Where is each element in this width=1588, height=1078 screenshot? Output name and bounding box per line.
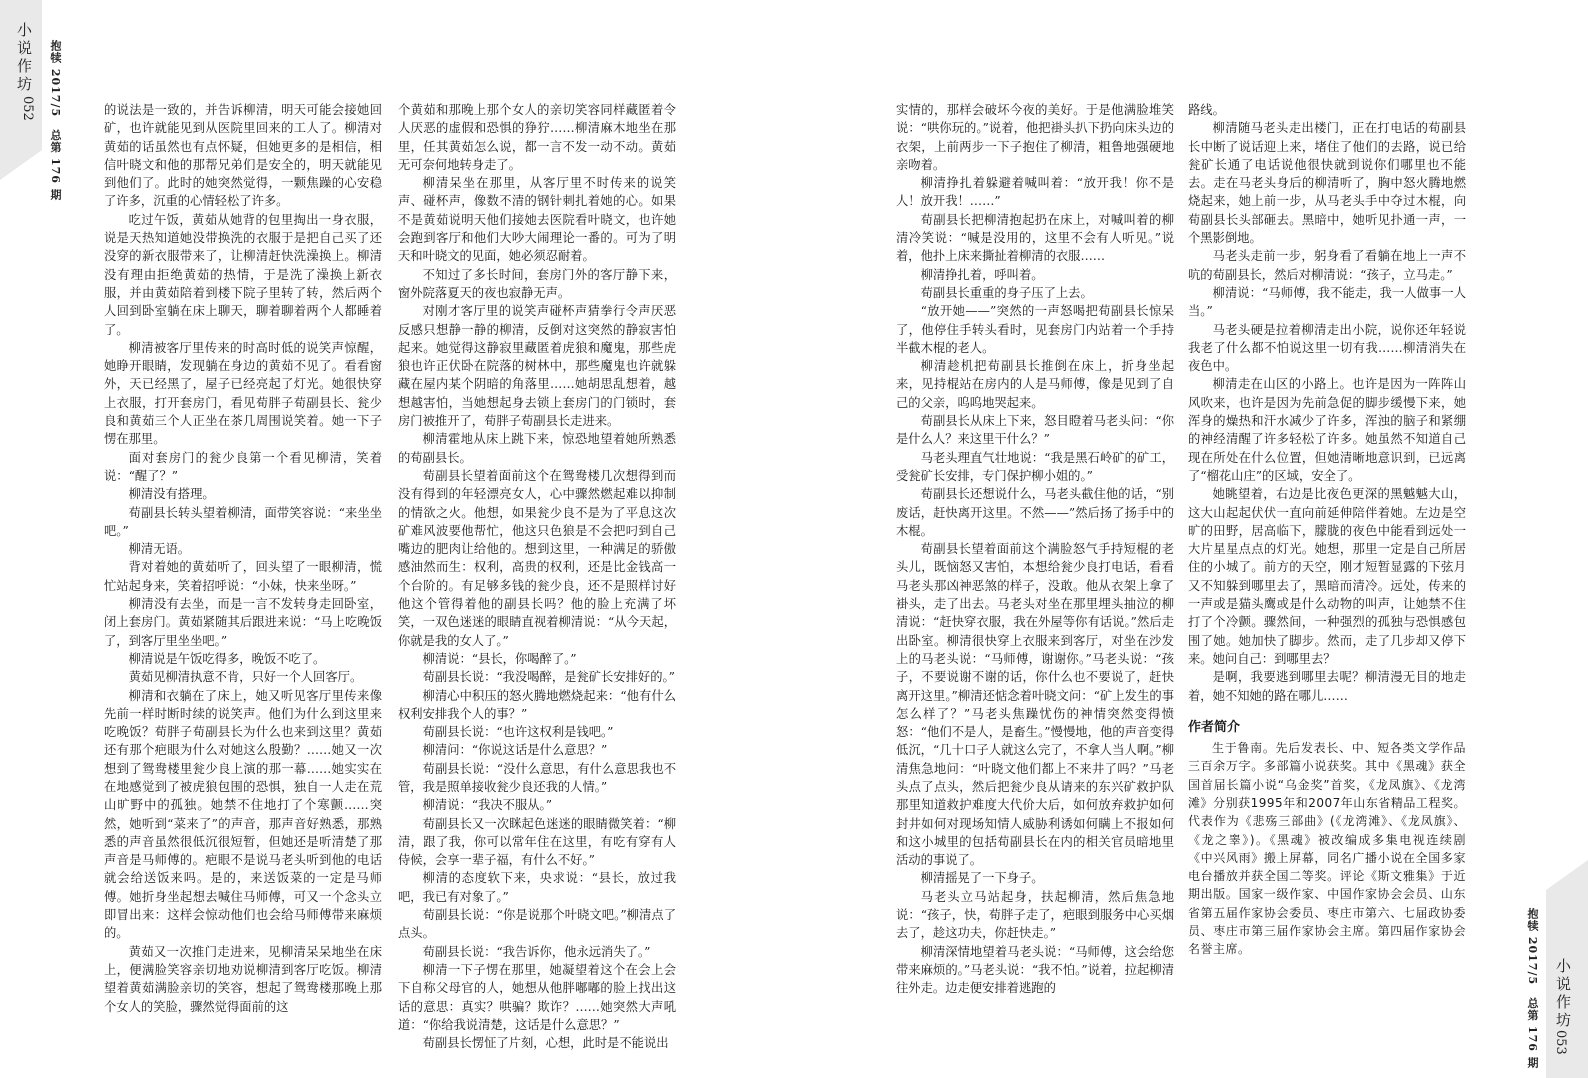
paragraph: 荀副县长说：“没什么意思，有什么意思我也不管，我是照单接收瓮少良还我的人情。” [398,761,676,794]
paragraph: 面对套房门的瓮少良第一个看见柳清，笑着说：“醒了？” [104,450,382,483]
paragraph: “放开她——”突然的一声怒喝把荀副县长惊呆了，他停住手转头看时，见套房门内站着一个手持半截木棍的老人。 [896,304,1174,355]
paragraph: 柳清走在山区的小路上。也许是因为一阵阵山风吹来，也许是因为先前急促的脚步缓慢下来，她浑身的燥热和汗水减少了许多，浑浊的脑子和紧绷的神经清醒了许多轻松了许多。她虽然不知道自己现在所处在什么位置，但她清晰地意识到，已远离了“榴花山庄”的区域，安全了。 [1188,377,1466,483]
right-page-edge-notch [1546,860,1588,890]
paragraph: 柳清随马老头走出楼门，正在打电话的荀副县长中断了说话迎上来，堵住了他们的去路，说已给瓮矿长通了电话说他很快就到说你们哪里也不能去。走在马老头身后的柳清听了，胸中怒火腾地燃烧起来，她上前一步，从马老头手中夺过木棍，向荀副县长头部砸去。黑暗中，她听见扑通一声，一个黑影倒地。 [1188,121,1466,246]
left-page-edge-notch [0,150,42,180]
paragraph: 荀副县长说：“也许这权利是钱吧。” [422,725,614,740]
text-column-1 [104,101,382,1016]
paragraph: 马老头立马站起身，扶起柳清，然后焦急地说：“孩子，快，荀胖子走了，疤眼到服务中心买烟去了，趁这功夫，你赶快走。” [896,889,1174,941]
paragraph: 柳清说是午饭吃得多，晚饭不吃了。 [128,651,326,666]
paragraph: 柳清深情地望着马老头说：“马师傅，这会给您带来麻烦的。”马老头说：“我不怕。”说着，拉起柳清往外走。边走便安排着逃跑的 [896,944,1174,996]
paragraph: 马老头走前一步，躬身看了看躺在地上一声不吭的荀副县长，然后对柳清说：“孩子，立马走。” [1188,249,1466,282]
paragraph: 柳清无语。 [128,542,191,557]
paragraph: 马老头理直气壮地说：“我是黑石岭矿的矿工，受瓮矿长安排，专门保护柳小姐的。” [896,450,1174,483]
left-section-title: 小说作坊 [15,22,33,94]
paragraph: 荀副县长转头望着柳清，面带笑容说：“来坐坐吧。” [104,505,382,538]
right-magazine-issue: 抱犊 2017/5 总第 176 期 [1526,908,1539,1069]
paragraph: 荀副县长说：“我告诉你，他永远消失了。” [422,944,651,959]
paragraph: 荀副县长又一次眯起色迷迷的眼睛微笑着：“柳清，跟了我，你可以常年住在这里，有吃有穿有人侍候，会享一辈子福，有什么不好。” [398,816,676,868]
paragraph: 她眺望着，右边是比夜色更深的黑魆魆大山，这大山起起伏伏一直向前延伸陪伴着她。左边是空旷的田野，居高临下，朦胧的夜色中能看到远处一大片星星点点的灯光。她想，那里一定是自己所居住的小城了。前方的天空，刚才短暂显露的下弦月又不知躲到哪里去了，黑暗而清冷。远处，传来的一声或是猫头鹰或是什么动物的叫声，让她禁不住打了个冷颤。骤然间，一种强烈的孤独与恐惧感包围了她。她加快了脚步。然而，走了几步却又停下来。她问自己：到哪里去？ [1188,487,1466,666]
paragraph: 荀副县长愣怔了片刻，心想，此时是不能说出 [422,1036,669,1051]
paragraph: 柳清说：“县长，你喝醉了。” [422,651,577,666]
paragraph: 不知过了多长时间，套房门外的客厅静下来，窗外院落夏天的夜也寂静无声。 [398,267,676,300]
text-column-4 [1188,101,1466,959]
paragraph: 柳清呆坐在那里，从客厅里不时传来的说笑声、碰杯声，像数不清的钢针刺扎着她的心。如果不是黄茹说明天他们接她去医院看叶晓文，也许她会跑到客厅和他们大吵大闹理论一番的。可为了明天和叶晓文的见面，她必须忍耐着。 [398,176,676,264]
paragraph: 柳清趁机把荀副县长推倒在床上，折身坐起来，见持棍站在房内的人是马师傅，像是见到了自己的父亲，呜呜地哭起来。 [896,359,1174,410]
paragraph: 荀副县长说：“你是说那个叶晓文吧。”柳清点了点头。 [398,908,676,941]
text-column-2 [398,101,676,1052]
paragraph: 柳清和衣躺在了床上，她又听见客厅里传来像先前一样时断时续的说笑声。他们为什么到这里来吃晚饭？荀胖子荀副县长为什么也来到这里？黄茹还有那个疤眼为什么对她这么殷勤？……她又一次想到了鸳鸯楼里瓮少良上演的那一幕……她实实在在地感觉到了被虎狼包围的恐惧，独自一人走在荒山旷野中的孤独。她禁不住地打了个寒颤……突然，她听到“菜来了”的声音，那声音好熟悉，那熟悉的声音虽然很低沉很短暂，但她还是听清楚了那声音是马师傅的。疤眼不是说马老头听到他的电话就会给送饭来吗。是的，来送饭菜的一定是马师傅。她折身坐起想去喊住马师傅，可又一个念头立即冒出来：这样会惊动他们也会给马师傅带来麻烦的。 [104,688,382,941]
paragraph: 柳清心中积压的怒火腾地燃烧起来：“他有什么权利安排我个人的事？” [398,688,676,721]
paragraph: 个黄茹和那晚上那个女人的亲切笑容同样藏匿着令人厌恶的虚假和恐惧的狰狞……柳清麻木地坐在那里，任其黄茹怎么说，都一言不发一动不动。黄茹无可奈何地转身走了。 [398,103,676,172]
paragraph: 对刚才客厅里的说笑声碰杯声猜拳行令声厌恶反感只想静一静的柳清，反倒对这突然的静寂害怕起来。她觉得这静寂里藏匿着虎狼和魔鬼，那些虎狼也许正伏卧在院落的树林中，那些魔鬼也许就躲藏在屋内某个阴暗的角落里……她胡思乱想着，越想越害怕，当她想起身去锁上套房门的门锁时，套房门被推开了，荀胖子荀副县长走进来。 [398,304,676,429]
paragraph: 荀副县长从床上下来，怒目瞪着马老头问：“你是什么人？来这里干什么？” [896,414,1174,447]
paragraph: 荀副县长望着面前这个在鸳鸯楼几次想得到而没有得到的年轻漂亮女人，心中骤然燃起难以抑制的情欲之火。他想，如果瓮少良不是为了平息这次矿难风波要他帮忙，他这只色狼是不会把叼到自己嘴边的肥肉让给他的。想到这里，一种满足的骄傲感油然而生：权利，高贵的权利，还是比金钱高一个台阶的。有足够多钱的瓮少良，还不是照样讨好他这个管得着他的副县长吗？他的脸上充满了坏笑，一双色迷迷的眼睛直视着柳清说：“从今天起，你就是我的女人了。” [398,468,676,648]
paragraph: 柳清说：“我决不服从。” [422,798,552,813]
paragraph: 吃过午饭，黄茹从她背的包里掏出一身衣服，说是天热知道她没带换洗的衣服于是把自己买了还没穿的新衣服带来了，让柳清赶快洗澡换上。柳清没有理由拒绝黄茹的热情，于是洗了澡换上新衣服，并由黄茹陪着到楼下院子里转了转，然后两个人回到卧室躺在床上聊天，聊着聊着两个人都睡着了。 [104,212,382,337]
paragraph: 柳清说：“马师傅，我不能走，我一人做事一人当。” [1188,285,1466,319]
paragraph: 荀副县长望着面前这个满脸怒气手持短棍的老头儿，既恼怒又害怕，本想给瓮少良打电话，看看马老头那凶神恶煞的样子，没敢。他从衣架上拿了褂头，走了出去。马老头对坐在那里埋头抽泣的柳清说：“赶快穿衣服，我在外屋等你有话说。”然后走出卧室。柳清很快穿上衣服来到客厅，对坐在沙发上的马老头说：“马师傅，谢谢你。”马老头说：“孩子，不要说谢不谢的话，你什么也不要说了，赶快离开这里。”柳清还惦念着叶晓文问：“矿上发生的事怎么样了？”马老头焦躁忧伤的神情突然变得愤怒：“他们不是人，是畜生。”慢慢地，他的声音变得低沉，“几十口子人就这么完了，不拿人当人啊。”柳清焦急地问：“叶晓文他们都上不来井了吗？”马老头点了点头，然后把瓮少良从请来的东兴矿救护队那里知道救护难度大代价大后，如何放弃救护如何封井如何对现场知情人威胁利诱如何瞒上不报如何和这小城里的包括荀副县长在内的相关官员暗地里活动的事说了。 [896,542,1174,868]
paragraph: 实情的，那样会破坏今夜的美好。于是他满脸堆笑说：“哄你玩的。”说着，他把褂头扒下扔向床头边的衣架，上前两步一下子抱住了柳清，粗鲁地强硬地亲吻着。 [896,103,1174,172]
paragraph: 柳清的态度软下来，央求说：“县长，放过我吧，我已有对象了。” [398,871,676,904]
author-bio-text: 生于鲁南。先后发表长、中、短各类文学作品三百余万字。多部篇小说获奖。其中《黑魂》获全国首届长篇小说“乌金奖”首奖，《龙凤旗》、《龙湾滩》分别获1995年和2007年山东省精品工程奖。代表作为《悲殇三部曲》(《龙湾滩》、《龙凤旗》、《龙之睾》)。《黑魂》被改编成多集电视连续剧《中兴风雨》搬上屏幕，同名广播小说在全国多家电台播放并获全国二等奖。评论《斯文雅集》于近期出版。国家一级作家、中国作家协会会员、山东省第五届作家协会委员、枣庄市第六、七届政协委员、枣庄市第三届作家协会主席。第四届作家协会名誉主席。 [1188,741,1466,957]
paragraph: 柳清一下子愣在那里，她凝望着这个在会上会下自称父母官的人，她想从他胖嘟嘟的脸上找出这话的意思：真实？哄骗？欺诈？……她突然大声吼道：“你给我说清楚，这话是什么意思？” [398,962,676,1032]
paragraph: 柳清没有去坐，而是一言不发转身走回卧室，闭上套房门。黄茹紧随其后跟进来说：“马上吃晚饭了，到客厅里坐坐吧。” [104,597,382,648]
author-bio-heading: 作者简介 [1188,719,1241,735]
paragraph: 马老头硬是拉着柳清走出小院，说你还年轻说我老了什么都不怕说这里一切有我……柳清消失在夜色中。 [1188,322,1466,374]
left-magazine-issue: 抱犊 2017/5 总第 176 期 [49,40,62,201]
text-column-3 [896,101,1174,998]
paragraph: 荀副县长把柳清抱起扔在床上，对喊叫着的柳清冷笑说：“喊是没用的，这里不会有人听见。”说着，他扑上床来撕扯着柳清的衣服…… [896,212,1174,264]
right-section-title: 小说作坊 [1554,958,1572,1030]
paragraph: 柳清挣扎着，呼叫着。 [920,267,1044,282]
paragraph: 柳清问：“你说这话是什么意思？” [422,743,608,758]
left-page-number: 052 [20,96,35,121]
paragraph: 黄茹见柳清执意不肯，只好一个人回客厅。 [128,670,363,685]
paragraph: 路线。 [1188,103,1225,117]
paragraph: 柳清摇晃了一下身子。 [920,871,1044,886]
paragraph: 背对着她的黄茹听了，回头望了一眼柳清，慌忙站起身来，笑着招呼说：“小妹，快来坐呀。” [104,560,382,593]
paragraph: 的说法是一致的，并告诉柳清，明天可能会接她回矿，也许就能见到从医院里回来的工人了。柳清对黄茹的话虽然也有点怀疑，但她更多的是相信，相信叶晓文和他的那帮兄弟们是安全的，明天就能见到他们了。此时的她突然觉得，一颗焦躁的心安稳了许多，沉重的心情轻松了许多。 [104,103,382,209]
paragraph: 柳清霍地从床上跳下来，惊恐地望着她所熟悉的荀副县长。 [398,432,676,465]
paragraph: 是啊，我要逃到哪里去呢？柳清漫无目的地走着，她不知她的路在哪儿…… [1188,670,1466,703]
paragraph: 黄茹又一次推门走进来，见柳清呆呆地坐在床上，便满脸笑容亲切地劝说柳清到客厅吃饭。柳清望着黄茹满脸亲切的笑容，想起了鸳鸯楼那晚上那个女人的笑脸，骤然觉得面前的这 [104,944,382,1014]
right-page-number: 053 [1553,1030,1568,1055]
paragraph: 柳清挣扎着躲避着喊叫着：“放开我！你不是人！放开我！……” [896,176,1174,209]
paragraph: 柳清被客厅里传来的时高时低的说笑声惊醒，她睁开眼睛，发现躺在身边的黄茹不见了。看看窗外，天已经黑了，屋子已经亮起了灯光。她很快穿上衣服，打开套房门，看见荀胖子荀副县长、瓮少良和黄茹三个人正坐在茶几周围说笑着。她一下子愣在那里。 [104,340,382,447]
paragraph: 柳清没有搭理。 [128,487,215,502]
paragraph: 荀副县长重重的身子压了上去。 [920,285,1093,300]
paragraph: 荀副县长还想说什么，马老头截住他的话，“别废话，赶快离开这里。不然——”然后扬了扬手中的木棍。 [896,487,1174,538]
paragraph: 荀副县长说：“我没喝醉，是瓮矿长安排好的。” [422,670,675,685]
